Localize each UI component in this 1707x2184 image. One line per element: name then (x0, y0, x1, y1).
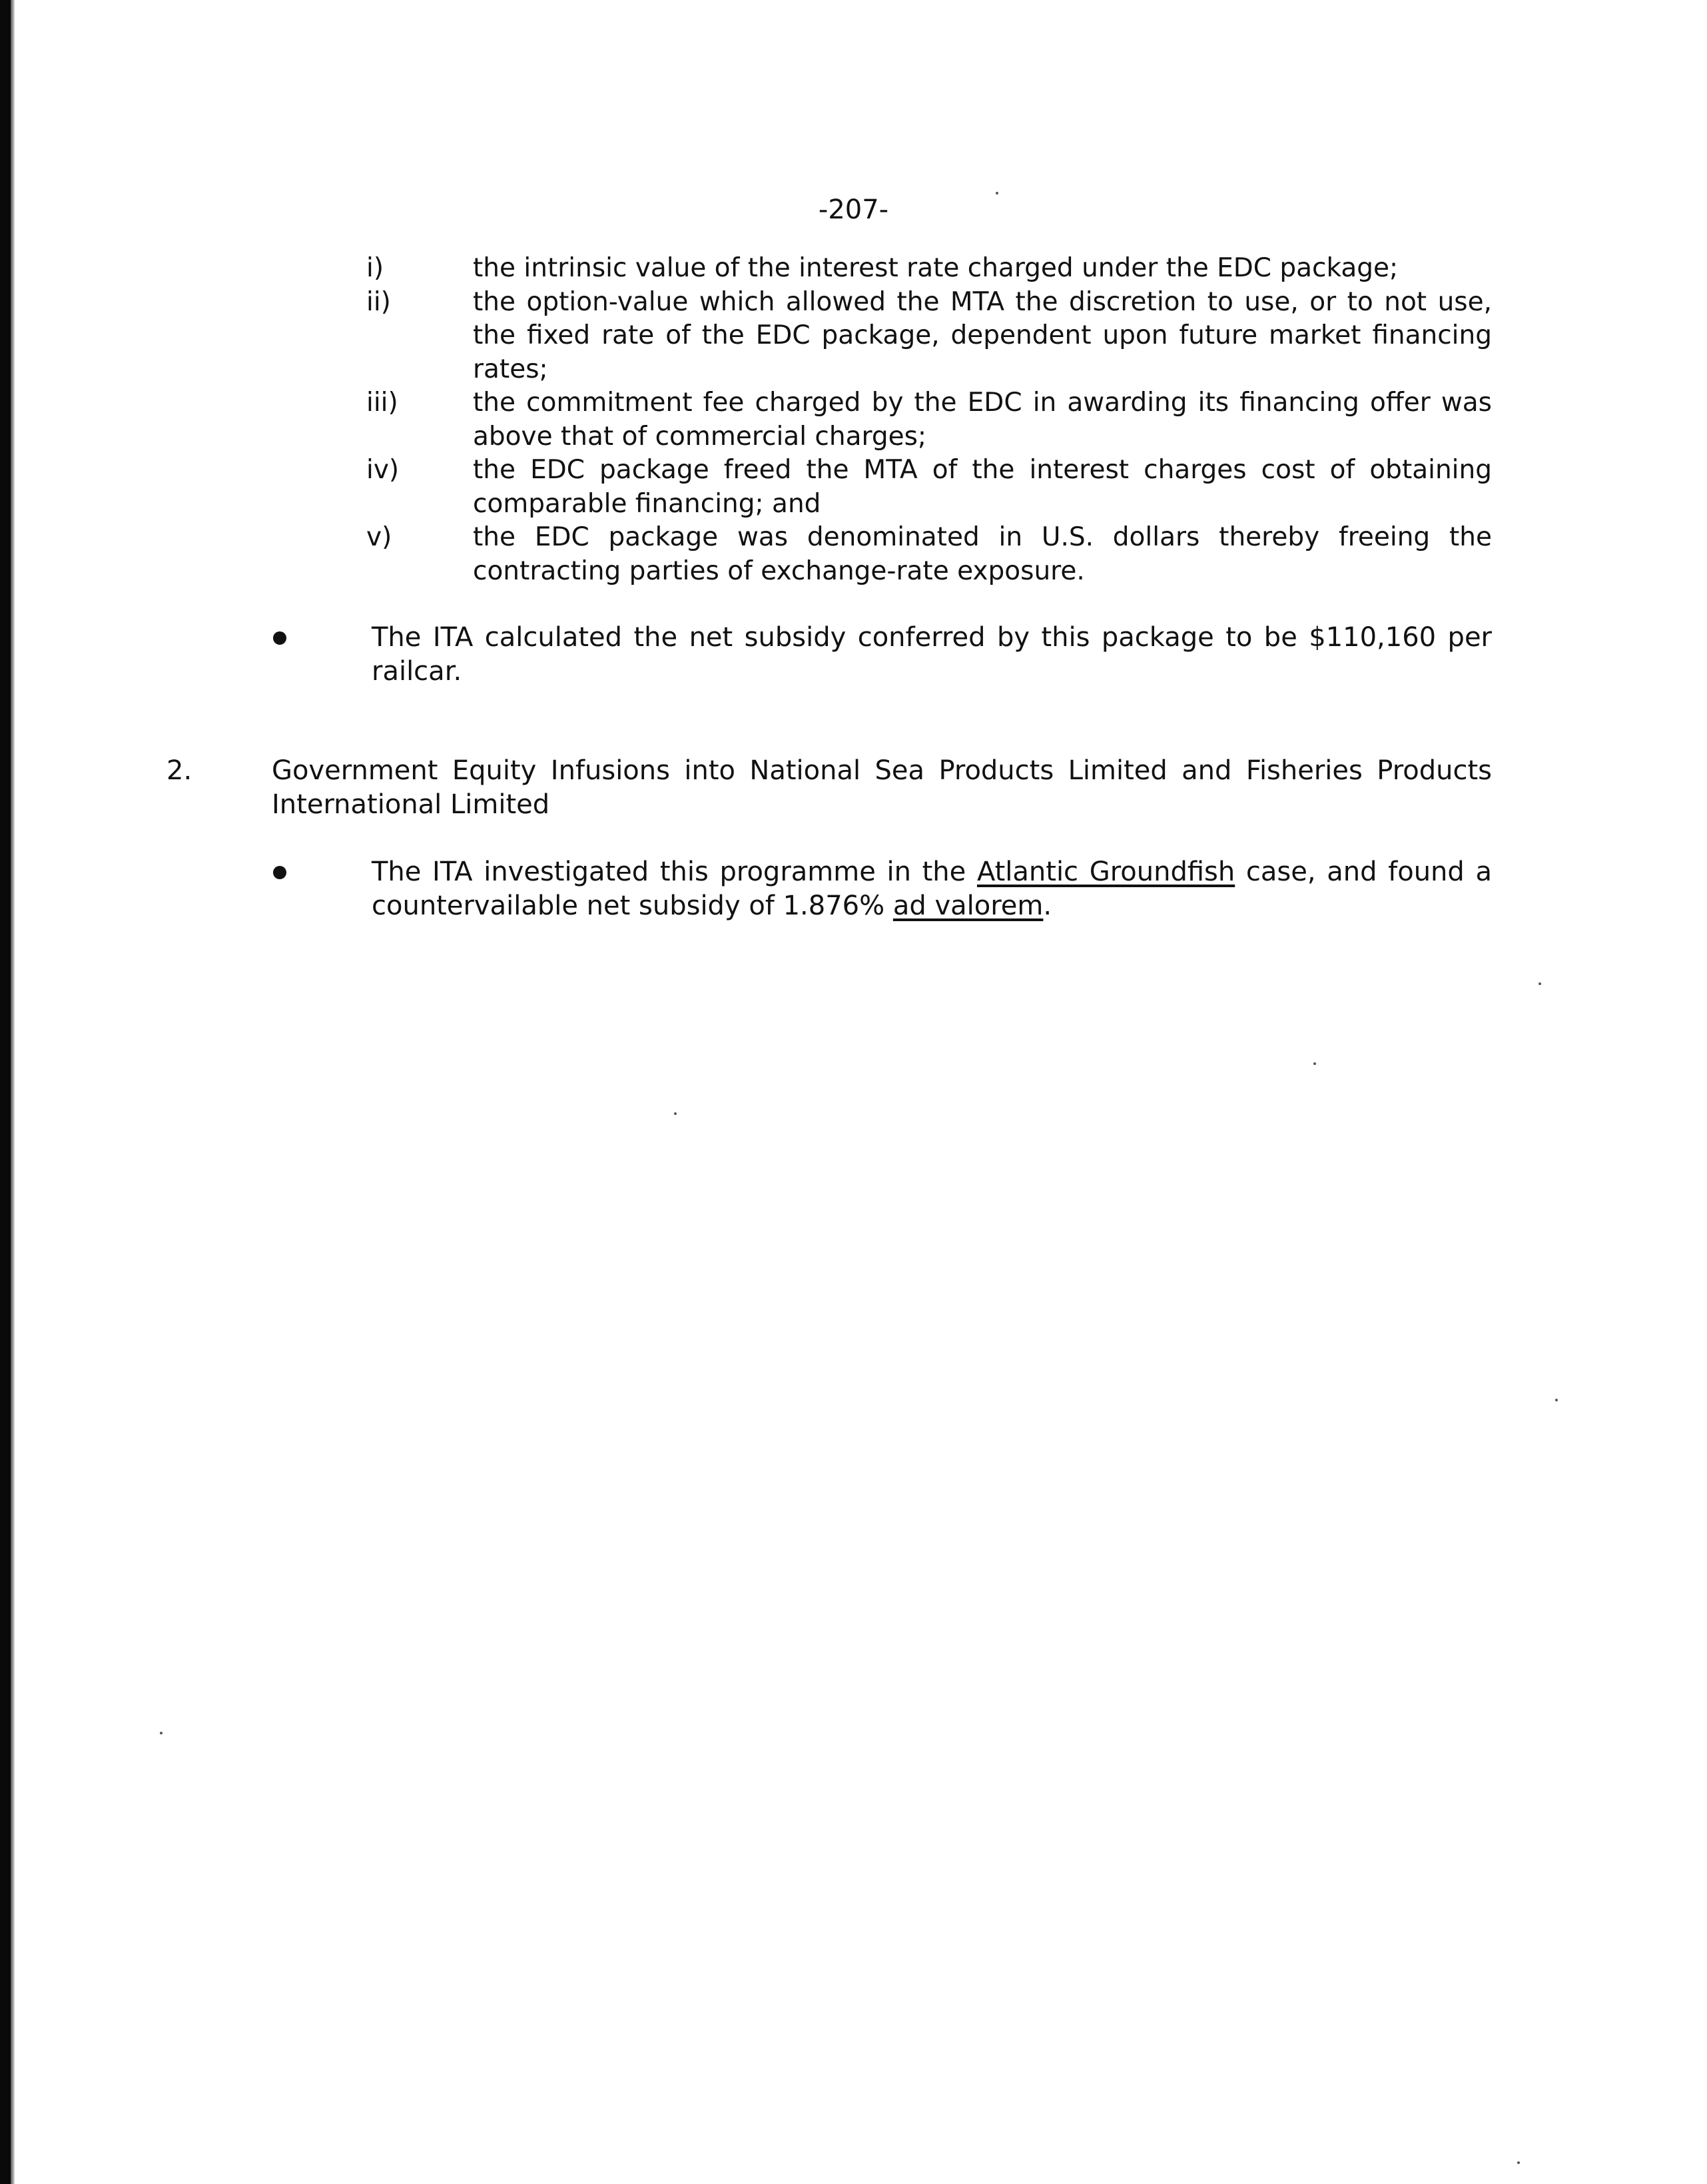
section-number: 2. (167, 755, 192, 786)
bullet-icon (273, 621, 372, 689)
list-item (366, 286, 1492, 387)
section-heading (167, 754, 1492, 822)
page-number: -207- (818, 194, 889, 225)
scan-speck (1313, 1062, 1316, 1065)
section-title: Government Equity Infusions into National Sea Products Limited and Fisheries Products International Limited (272, 755, 1492, 820)
list-marker: iii) (366, 388, 398, 418)
list-item (366, 454, 1492, 521)
list-marker: i) (366, 253, 384, 283)
list-item-text: the intrinsic value of the interest rate charged under the EDC package; (473, 253, 1399, 283)
bullet-text-middle: case, and found a countervailable net subsidy of 1.876% (372, 857, 1492, 921)
scan-edge-shadow (11, 0, 15, 2184)
scan-speck (160, 1732, 163, 1734)
list-marker: v) (366, 522, 392, 552)
list-marker: iv) (366, 455, 400, 485)
bullet-text: The ITA calculated the net subsidy conferred by this package to be $110,160 per railcar. (372, 622, 1492, 687)
ad-valorem-term: ad valorem (892, 891, 1044, 921)
bullet-text (372, 855, 1492, 923)
list-item-text: the EDC package freed the MTA of the interest charges cost of obtaining comparable financing; and (473, 455, 1492, 519)
scan-edge (0, 0, 11, 2184)
scan-speck (1555, 1399, 1558, 1401)
list-item-text: the commitment fee charged by the EDC in awarding its financing offer was above that of commercial charges; (473, 388, 1492, 452)
list-item (366, 252, 1492, 286)
scan-speck (1538, 982, 1541, 985)
scan-speck (674, 1112, 677, 1115)
list-item-text: the EDC package was denominated in U.S. dollars thereby freeing the contracting parties of exchange-rate exposure. (473, 522, 1492, 586)
list-item (366, 521, 1492, 588)
bullet-text-start: The ITA investigated this programme in the (372, 857, 977, 887)
scan-speck (996, 192, 998, 194)
bullet-point-net-subsidy (273, 621, 1492, 689)
bullet-text-end: . (1043, 891, 1052, 921)
roman-numeral-list (366, 252, 1492, 588)
list-item (366, 386, 1492, 454)
list-item-text: the option-value which allowed the MTA the discretion to use, or to not use, the fixed rate of the EDC package, dependent upon future market financing rates; (473, 286, 1492, 384)
bullet-icon (273, 855, 372, 923)
scan-speck (1517, 2161, 1520, 2164)
bullet-point-atlantic-groundfish (273, 855, 1492, 923)
case-name: Atlantic Groundfish (976, 857, 1235, 887)
list-marker: ii) (366, 286, 391, 317)
